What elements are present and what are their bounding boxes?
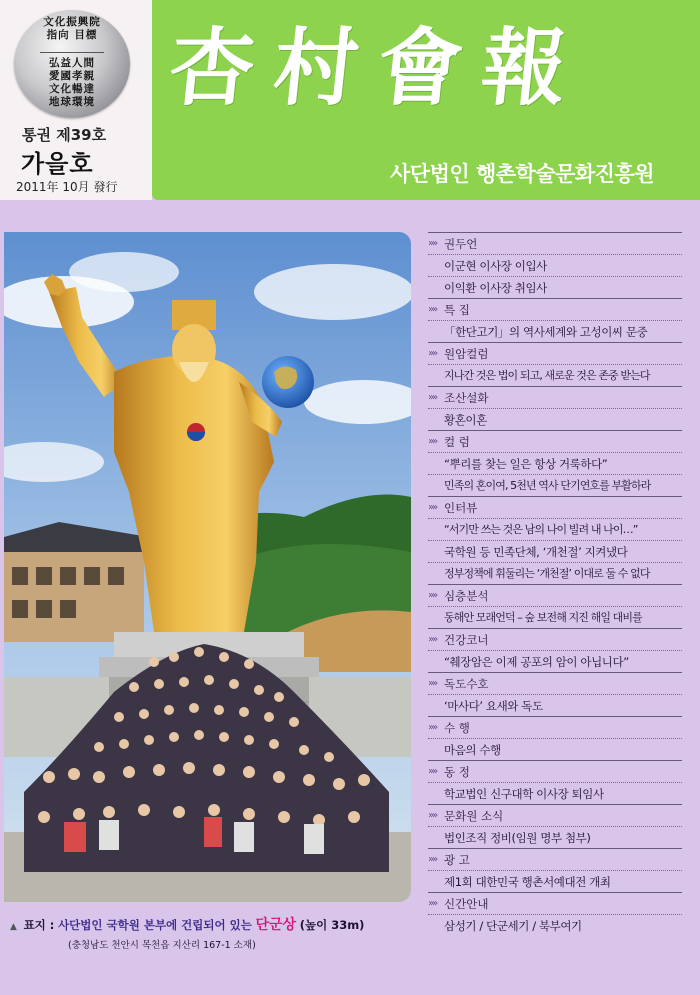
caption-description: 사단법인 국학원 본부에 건립되어 있는 (58, 918, 252, 932)
toc-item: “췌장암은 이제 공포의 암이 아닙니다” (428, 650, 682, 672)
issue-panel (0, 0, 152, 200)
toc-item: 민족의 혼이여, 5천년 역사 단기연호를 부활하라 (428, 474, 682, 496)
toc-category: »» 광 고 (428, 848, 682, 870)
toc-category: »» 인터뷰 (428, 496, 682, 518)
toc-section (428, 342, 682, 386)
toc-item: 법인조직 정비(임원 명부 첨부) (428, 826, 682, 848)
toc-section (428, 584, 682, 628)
toc-item: 제1회 대한민국 행촌서예대전 개최 (428, 870, 682, 892)
emblem-line-4: 愛國孝親 (49, 70, 95, 82)
toc-item: 정부정책에 휘둘리는 ‘개천절’ 이대로 둘 수 없다 (428, 562, 682, 584)
toc-item: 이군현 이사장 이입사 (428, 254, 682, 276)
toc-section (428, 716, 682, 760)
toc-item: ‘마사다’ 요새와 독도 (428, 694, 682, 716)
table-of-contents (428, 232, 682, 936)
toc-section (428, 760, 682, 804)
masthead-title: 杏村會報 (164, 18, 592, 117)
publisher-name: 사단법인 행촌학술문화진흥원 (390, 162, 655, 186)
toc-category: »» 심층분석 (428, 584, 682, 606)
toc-category: »» 독도수호 (428, 672, 682, 694)
toc-section (428, 804, 682, 848)
toc-item: 지나간 것은 법이 되고, 새로운 것은 존중 받는다 (428, 364, 682, 386)
toc-section (428, 628, 682, 672)
toc-item: 이익환 이사장 취임사 (428, 276, 682, 298)
toc-item: 마음의 수행 (428, 738, 682, 760)
toc-category: »» 수 행 (428, 716, 682, 738)
emblem-line-6: 地球環境 (49, 96, 95, 108)
toc-item: 국학원 등 민족단체, ‘개천절’ 지켜냈다 (428, 540, 682, 562)
toc-category: »» 문화원 소식 (428, 804, 682, 826)
triangle-up-icon: ▲ (10, 922, 17, 932)
caption-label: 표지 : (23, 918, 55, 932)
caption-line (10, 914, 610, 934)
toc-section (428, 848, 682, 892)
masthead-header (0, 0, 700, 200)
cover-photo-illustration (4, 232, 411, 902)
issue-season: 가을호 (21, 150, 94, 178)
toc-item: “서기만 쓰는 것은 남의 나이 빌려 내 나이…” (428, 518, 682, 540)
emblem-line-2: 指向 目標 (46, 29, 98, 41)
toc-section (428, 496, 682, 584)
toc-item: 동해안 모래언덕 – 숲 보전해 지진 해일 대비를 (428, 606, 682, 628)
caption-height: (높이 33m) (299, 918, 365, 932)
toc-section (428, 386, 682, 430)
toc-item: 학교법인 신구대학 이사장 퇴임사 (428, 782, 682, 804)
emblem-seal (14, 10, 130, 118)
cover-caption (10, 914, 610, 951)
toc-item: “뿌리를 찾는 일은 항상 거룩하다” (428, 452, 682, 474)
toc-category: »» 컬 럼 (428, 430, 682, 452)
emblem-line-3: 弘益人間 (49, 57, 95, 69)
toc-item: 「한단고기」의 역사세계와 고성이씨 문중 (428, 320, 682, 342)
toc-section (428, 672, 682, 716)
toc-category: »» 특 집 (428, 298, 682, 320)
toc-category: »» 권두언 (428, 232, 682, 254)
toc-item: 황혼이혼 (428, 408, 682, 430)
emblem-divider (40, 52, 104, 53)
caption-address: (충청남도 천안시 목천읍 지산리 167-1 소재) (68, 940, 256, 951)
toc-section (428, 298, 682, 342)
caption-statue-name: 단군상 (255, 917, 297, 933)
toc-category: »» 조산설화 (428, 386, 682, 408)
toc-category: »» 원암컬럼 (428, 342, 682, 364)
toc-category: »» 동 정 (428, 760, 682, 782)
toc-item: 삼성기 / 단군세기 / 북부여기 (428, 914, 682, 936)
toc-category: »» 신간안내 (428, 892, 682, 914)
toc-category: »» 건강코너 (428, 628, 682, 650)
toc-section (428, 232, 682, 298)
emblem-line-5: 文化暢達 (49, 83, 95, 95)
cover-photo (4, 232, 411, 902)
issue-volume: 통권 제39호 (22, 126, 107, 144)
emblem-line-1: 文化振興院 (43, 16, 101, 28)
issue-date: 2011年 10月 發行 (16, 180, 118, 194)
toc-section (428, 430, 682, 496)
